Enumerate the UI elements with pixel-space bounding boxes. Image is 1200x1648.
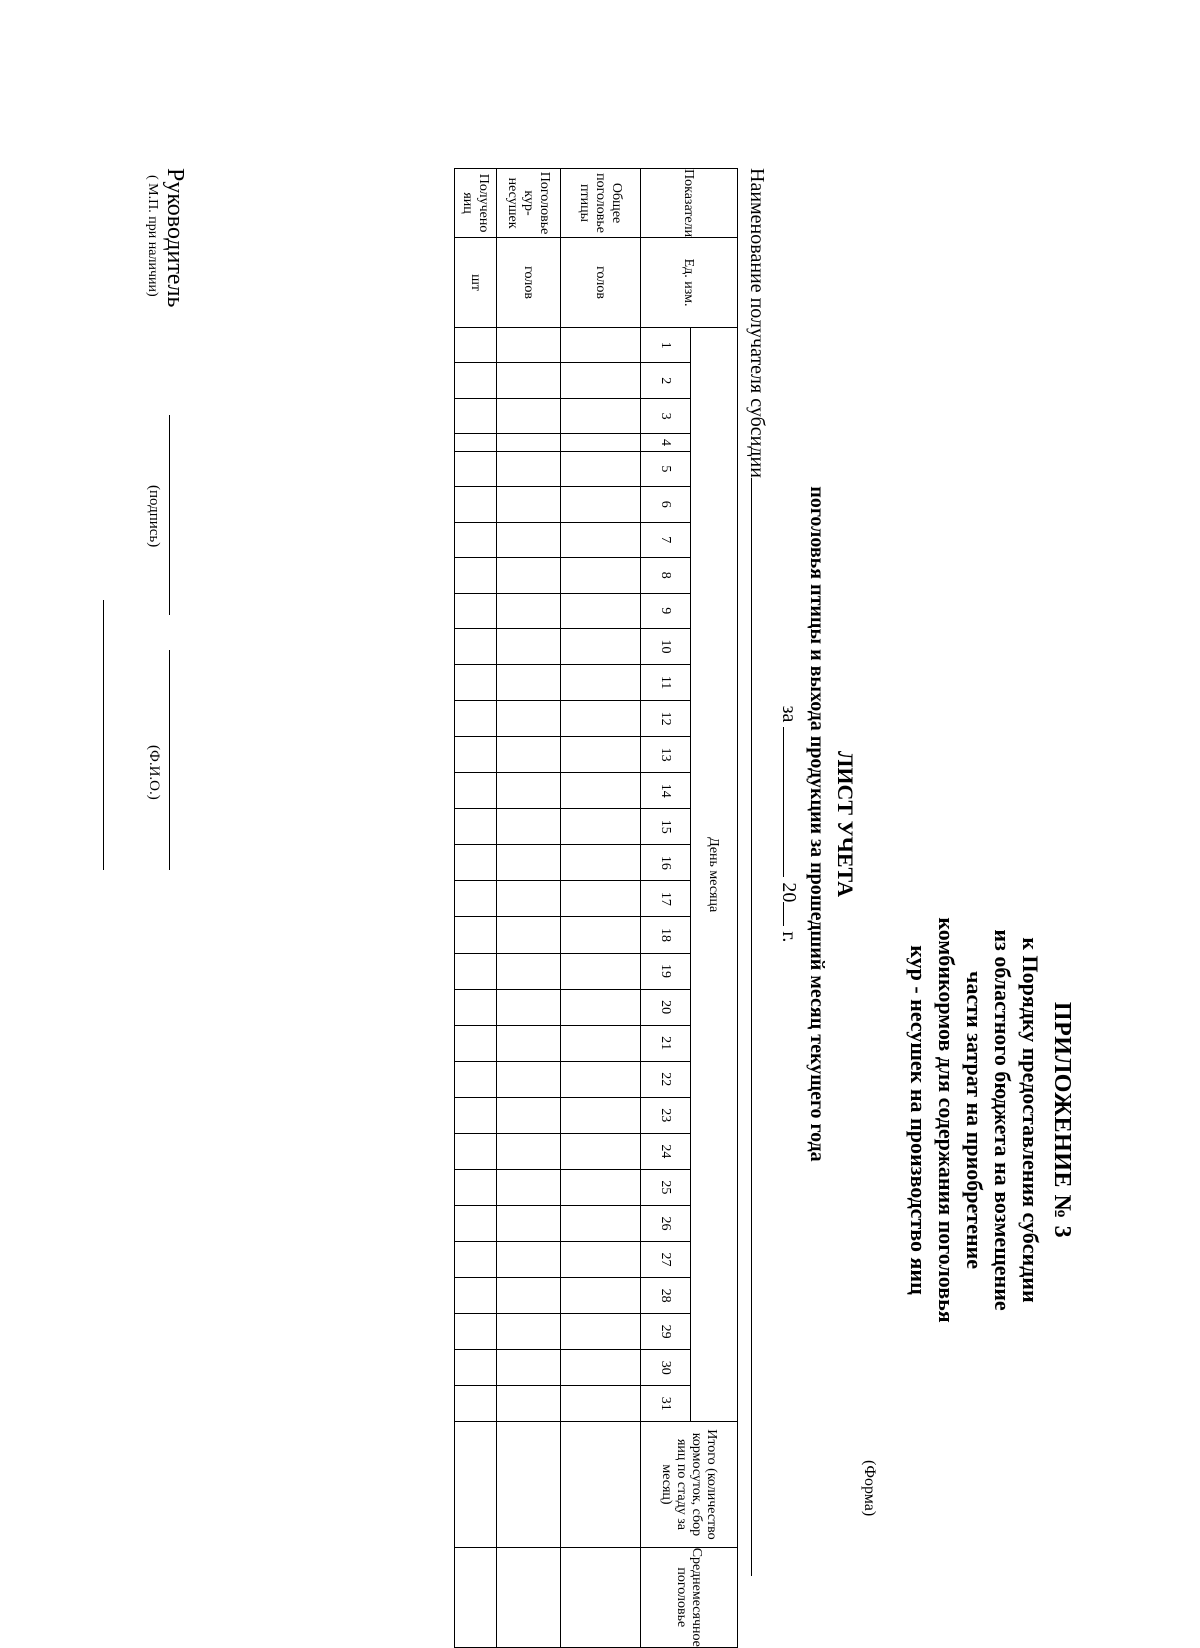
header-unit: Ед. изм. — [641, 238, 738, 328]
day-value-cell[interactable] — [561, 629, 641, 665]
day-value-cell[interactable] — [455, 881, 497, 917]
header-total: Итого (количество кормосуток, сбор яиц по стаду за месяц) — [641, 1422, 738, 1547]
day-value-cell[interactable] — [455, 1205, 497, 1241]
day-header-cell: 6 — [641, 487, 691, 522]
day-header-cell: 11 — [641, 665, 691, 701]
appendix-line: к Порядку предоставления субсидии — [1018, 937, 1043, 1303]
document-subtitle: поголовья птицы и выхода продукции за прошедший месяц текущего года — [806, 486, 828, 1162]
day-value-cell[interactable] — [455, 398, 497, 433]
day-value-cell[interactable] — [455, 558, 497, 593]
day-value-cell[interactable] — [497, 629, 561, 665]
day-value-cell[interactable] — [455, 1133, 497, 1169]
day-value-cell[interactable] — [561, 773, 641, 809]
day-value-cell[interactable] — [561, 1061, 641, 1097]
day-value-cell[interactable] — [455, 451, 497, 486]
day-header-cell: 26 — [641, 1205, 691, 1241]
day-value-cell[interactable] — [497, 665, 561, 701]
total-cell[interactable] — [561, 1422, 641, 1547]
day-value-cell[interactable] — [561, 398, 641, 433]
day-value-cell[interactable] — [497, 522, 561, 557]
day-value-cell[interactable] — [497, 1205, 561, 1241]
day-value-cell[interactable] — [455, 1350, 497, 1386]
day-value-cell[interactable] — [497, 737, 561, 773]
signature-line[interactable] — [169, 415, 170, 615]
day-value-cell[interactable] — [455, 327, 497, 362]
appendix-line: части затрат на приобретение — [962, 971, 987, 1269]
day-header-cell: 27 — [641, 1242, 691, 1278]
day-value-cell[interactable] — [561, 1133, 641, 1169]
row-indicator: Получено яиц — [455, 169, 497, 238]
day-value-cell[interactable] — [497, 1061, 561, 1097]
day-value-cell[interactable] — [455, 809, 497, 845]
day-value-cell[interactable] — [561, 593, 641, 628]
day-value-cell[interactable] — [497, 809, 561, 845]
day-value-cell[interactable] — [561, 487, 641, 522]
average-cell[interactable] — [561, 1547, 641, 1647]
stamp-note: ( М.П. при наличии) — [145, 175, 160, 297]
appendix-header — [904, 620, 1075, 1620]
day-value-cell[interactable] — [561, 1205, 641, 1241]
accounting-table — [454, 168, 738, 1648]
day-header-cell: 4 — [641, 434, 691, 451]
recipient-label: Наименование получателя субсидии — [746, 168, 768, 478]
recipient-row — [745, 168, 770, 1576]
day-value-cell[interactable] — [455, 953, 497, 989]
day-value-cell[interactable] — [497, 1350, 561, 1386]
day-header-cell: 30 — [641, 1350, 691, 1386]
total-cell[interactable] — [497, 1422, 561, 1547]
day-header-cell: 28 — [641, 1278, 691, 1314]
document-title: ЛИСТ УЧЕТА — [833, 751, 858, 897]
day-value-cell[interactable] — [497, 989, 561, 1025]
day-value-cell[interactable] — [497, 363, 561, 398]
day-value-cell[interactable] — [497, 487, 561, 522]
day-value-cell[interactable] — [497, 1386, 561, 1422]
day-header-cell: 17 — [641, 881, 691, 917]
day-header-cell: 20 — [641, 989, 691, 1025]
day-value-cell[interactable] — [561, 451, 641, 486]
day-header-cell: 5 — [641, 451, 691, 486]
day-value-cell[interactable] — [455, 773, 497, 809]
day-value-cell[interactable] — [497, 1133, 561, 1169]
year-blank[interactable] — [783, 902, 802, 926]
day-header-cell: 18 — [641, 917, 691, 953]
stamp-line[interactable] — [103, 600, 104, 870]
recipient-blank[interactable] — [751, 478, 770, 1576]
day-header-cell: 3 — [641, 398, 691, 433]
day-header-cell: 15 — [641, 809, 691, 845]
month-blank[interactable] — [783, 727, 802, 877]
day-value-cell[interactable] — [561, 434, 641, 451]
day-value-cell[interactable] — [561, 917, 641, 953]
day-value-cell[interactable] — [455, 1386, 497, 1422]
day-value-cell[interactable] — [561, 558, 641, 593]
period-prefix: за — [778, 705, 800, 723]
day-value-cell[interactable] — [455, 487, 497, 522]
day-header-cell: 8 — [641, 558, 691, 593]
day-value-cell[interactable] — [497, 1169, 561, 1205]
day-value-cell[interactable] — [561, 953, 641, 989]
day-value-cell[interactable] — [497, 953, 561, 989]
day-header-cell: 16 — [641, 845, 691, 881]
name-caption: (Ф.И.О.) — [146, 745, 162, 800]
day-header-cell: 23 — [641, 1097, 691, 1133]
day-value-cell[interactable] — [455, 665, 497, 701]
day-value-cell[interactable] — [561, 363, 641, 398]
day-value-cell[interactable] — [561, 327, 641, 362]
day-value-cell[interactable] — [561, 845, 641, 881]
day-value-cell[interactable] — [497, 773, 561, 809]
signature-caption: (подпись) — [146, 485, 162, 548]
day-header-cell: 25 — [641, 1169, 691, 1205]
row-indicator: Поголовье кур-несушек — [497, 169, 561, 238]
day-value-cell[interactable] — [455, 1314, 497, 1350]
signature-title: Руководитель — [162, 168, 188, 308]
day-value-cell[interactable] — [455, 522, 497, 557]
day-value-cell[interactable] — [561, 1025, 641, 1061]
day-header-cell: 29 — [641, 1314, 691, 1350]
day-value-cell[interactable] — [497, 398, 561, 433]
day-value-cell[interactable] — [455, 1278, 497, 1314]
day-value-cell[interactable] — [455, 593, 497, 628]
day-value-cell[interactable] — [455, 989, 497, 1025]
day-value-cell[interactable] — [497, 1097, 561, 1133]
row-unit: голов — [497, 238, 561, 328]
header-average: Среднемесячное поголовье — [641, 1547, 738, 1647]
day-value-cell[interactable] — [497, 451, 561, 486]
day-header-cell: 12 — [641, 701, 691, 737]
day-header-cell: 9 — [641, 593, 691, 628]
table-row — [561, 169, 641, 1648]
day-value-cell[interactable] — [455, 1242, 497, 1278]
day-value-cell[interactable] — [561, 1242, 641, 1278]
day-value-cell[interactable] — [497, 434, 561, 451]
period-line — [777, 0, 802, 1648]
day-value-cell[interactable] — [561, 701, 641, 737]
day-header-cell: 21 — [641, 1025, 691, 1061]
day-value-cell[interactable] — [455, 1169, 497, 1205]
day-value-cell[interactable] — [497, 917, 561, 953]
day-header-cell: 1 — [641, 327, 691, 362]
day-header-cell: 7 — [641, 522, 691, 557]
form-label: (Форма) — [861, 1460, 878, 1517]
day-value-cell[interactable] — [497, 1242, 561, 1278]
row-indicator: Общее поголовье птицы — [561, 169, 641, 238]
day-value-cell[interactable] — [455, 1025, 497, 1061]
day-value-cell[interactable] — [561, 1169, 641, 1205]
day-value-cell[interactable] — [497, 1314, 561, 1350]
day-header-cell: 14 — [641, 773, 691, 809]
day-header-cell: 31 — [641, 1386, 691, 1422]
day-value-cell[interactable] — [455, 363, 497, 398]
day-value-cell[interactable] — [455, 629, 497, 665]
day-header-cell: 19 — [641, 953, 691, 989]
day-header-cell: 2 — [641, 363, 691, 398]
day-value-cell[interactable] — [455, 1061, 497, 1097]
day-value-cell[interactable] — [455, 701, 497, 737]
day-value-cell[interactable] — [561, 881, 641, 917]
day-value-cell[interactable] — [561, 737, 641, 773]
appendix-line: комбикормов для содержания поголовья — [934, 917, 959, 1323]
header-indicators: Показатели — [641, 169, 738, 238]
day-value-cell[interactable] — [497, 701, 561, 737]
day-value-cell[interactable] — [561, 809, 641, 845]
year-suffix: г. — [778, 931, 800, 943]
day-value-cell[interactable] — [497, 1025, 561, 1061]
day-header-cell: 22 — [641, 1061, 691, 1097]
day-value-cell[interactable] — [455, 434, 497, 451]
day-header-cell: 13 — [641, 737, 691, 773]
day-value-cell[interactable] — [561, 522, 641, 557]
day-value-cell[interactable] — [561, 989, 641, 1025]
header-day-of-month: День месяца — [691, 327, 738, 1421]
appendix-line: кур - несушек на производство яиц — [906, 945, 931, 1295]
day-value-cell[interactable] — [561, 1350, 641, 1386]
day-value-cell[interactable] — [455, 737, 497, 773]
day-value-cell[interactable] — [455, 1097, 497, 1133]
day-value-cell[interactable] — [497, 327, 561, 362]
table-row — [497, 169, 561, 1648]
day-value-cell[interactable] — [561, 665, 641, 701]
row-unit: шт — [455, 238, 497, 328]
average-cell[interactable] — [497, 1547, 561, 1647]
day-value-cell[interactable] — [497, 845, 561, 881]
day-value-cell[interactable] — [561, 1386, 641, 1422]
day-value-cell[interactable] — [561, 1314, 641, 1350]
day-value-cell[interactable] — [497, 593, 561, 628]
name-line[interactable] — [169, 650, 170, 870]
appendix-title: ПРИЛОЖЕНИЕ № 3 — [1049, 1001, 1075, 1239]
year-prefix: 20 — [778, 882, 800, 903]
total-cell[interactable] — [455, 1422, 497, 1547]
day-value-cell[interactable] — [497, 558, 561, 593]
appendix-line: из областного бюджета на возмещение — [990, 929, 1015, 1311]
day-value-cell[interactable] — [561, 1278, 641, 1314]
day-value-cell[interactable] — [455, 917, 497, 953]
day-value-cell[interactable] — [497, 881, 561, 917]
day-value-cell[interactable] — [497, 1278, 561, 1314]
day-header-cell: 10 — [641, 629, 691, 665]
day-value-cell[interactable] — [561, 1097, 641, 1133]
average-cell[interactable] — [455, 1547, 497, 1647]
table-row — [455, 169, 497, 1648]
day-header-cell: 24 — [641, 1133, 691, 1169]
row-unit: голов — [561, 238, 641, 328]
day-value-cell[interactable] — [455, 845, 497, 881]
